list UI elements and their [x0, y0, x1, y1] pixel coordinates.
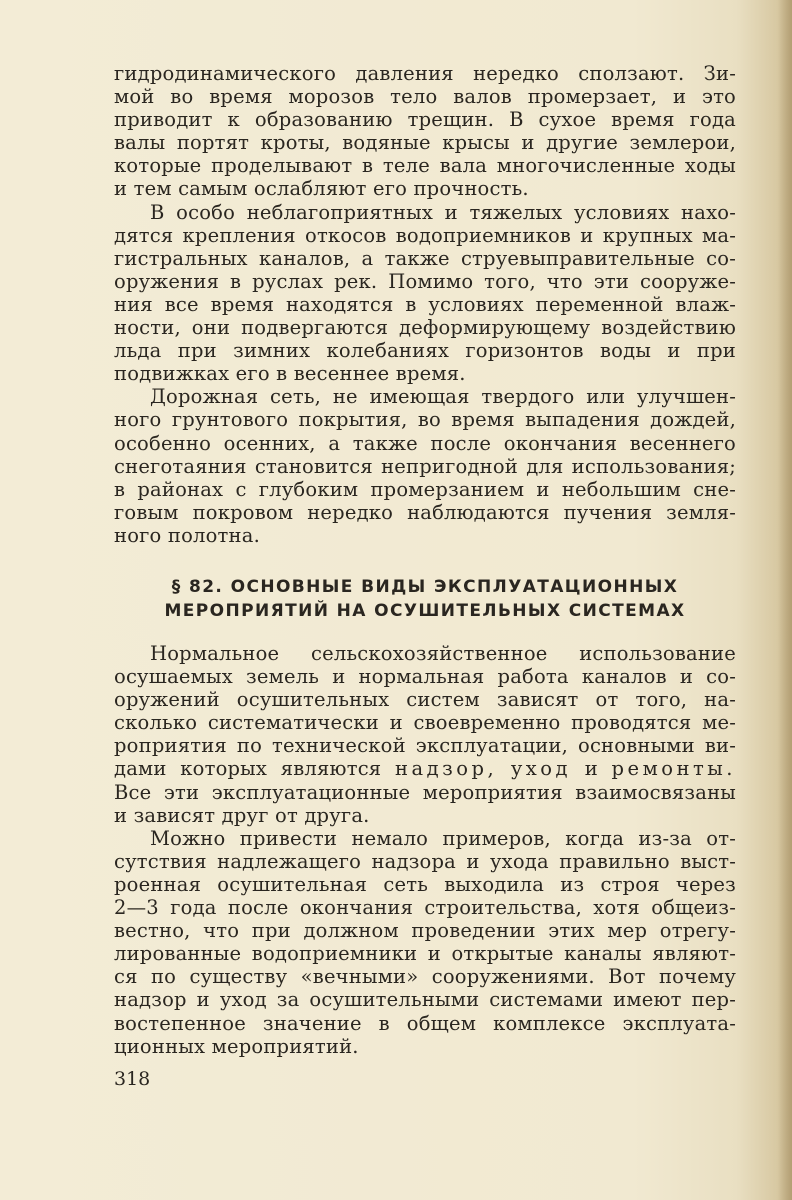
paragraph-4: [114, 642, 736, 827]
text-fragment: и: [584, 757, 598, 781]
emphasis-term: надзор,: [394, 757, 498, 781]
text-line: Нормальное сельскохозяйственное использование: [150, 642, 736, 665]
text-line: подвижках его в весеннее время.: [114, 362, 466, 386]
text-line: ного полотна.: [114, 523, 260, 547]
paragraph-1: [114, 62, 736, 201]
section-heading: [114, 575, 736, 623]
text-line: вестно, что при должном проведении этих мер отрегу-: [114, 919, 736, 943]
text-line: льда при зимних колебаниях горизонтов воды и при: [114, 339, 736, 363]
text-line: надзор и уход за осушительными системами имеют пер-: [114, 988, 736, 1012]
text-line: гистральных каналов, а также струевыправительные со-: [114, 246, 736, 270]
text-line: особенно осенних, а также после окончания весеннего: [114, 431, 736, 455]
section-heading-line-2: МЕРОПРИЯТИЙ НА ОСУШИТЕЛЬНЫХ СИСТЕМАХ: [164, 601, 686, 621]
text-line: востепенное значение в общем комплексе эксплуата-: [114, 1011, 736, 1035]
text-line: в районах с глубоким промерзанием и небольшим сне-: [114, 477, 736, 501]
text-line-emphasis: [114, 757, 736, 780]
text-line: Все эти эксплуатационные мероприятия взаимосвязаны: [114, 780, 736, 804]
text-line: лированные водоприемники и открытые каналы являют-: [114, 942, 736, 966]
section-heading-line-1: § 82. ОСНОВНЫЕ ВИДЫ ЭКСПЛУАТАЦИОННЫХ: [171, 577, 679, 597]
paragraph-3: [114, 385, 736, 547]
text-line: Можно привести немало примеров, когда из-за от-: [150, 826, 736, 850]
text-line: которые проделывают в теле вала многочисленные ходы: [114, 154, 736, 178]
text-line: и тем самым ослабляют его прочность.: [114, 177, 529, 201]
text-line: Дорожная сеть, не имеющая твердого или улучшен-: [150, 385, 736, 409]
text-line: роприятия по технической эксплуатации, основными ви-: [114, 734, 736, 758]
text-line: ния все время находятся в условиях переменной влаж-: [114, 292, 736, 316]
text-line: приводит к образованию трещин. В сухое время года: [114, 108, 736, 132]
text-line: осушаемых земель и нормальная работа каналов и со-: [114, 665, 736, 689]
paragraph-5: [114, 827, 736, 1058]
text-line: 2—3 года после окончания строительства, хотя общеиз-: [114, 896, 736, 920]
text-line: говым покровом нередко наблюдаются пучения земля-: [114, 500, 736, 524]
text-line: ного грунтового покрытия, во время выпадения дождей,: [114, 408, 736, 432]
text-fragment: дами которых являются: [114, 757, 395, 781]
emphasis-term: ремонты.: [611, 757, 736, 781]
text-line: валы портят кроты, водяные крысы и другие землерои,: [114, 131, 736, 155]
text-line: мой во время морозов тело валов промерзает, и это: [114, 85, 736, 109]
text-line: сколько систематически и своевременно проводятся ме-: [114, 711, 736, 735]
text-line: ся по существу «вечными» сооружениями. Вот почему: [114, 965, 736, 989]
emphasis-term: уход: [510, 757, 572, 781]
page-number: 318: [114, 1068, 151, 1090]
text-line: оружения в руслах рек. Помимо того, что эти сооруже-: [114, 269, 736, 293]
text-line: гидродинамического давления нередко сползают. Зи-: [114, 62, 736, 85]
text-line: В особо неблагоприятных и тяжелых условиях нахо-: [150, 200, 736, 224]
text-line: оружений осушительных систем зависят от того, на-: [114, 688, 736, 712]
page-edge-shadow: [778, 0, 792, 1200]
text-line: ционных мероприятий.: [114, 1034, 359, 1058]
text-line: сутствия надлежащего надзора и ухода правильно выст-: [114, 849, 736, 873]
paragraph-2: [114, 201, 736, 386]
text-line: дятся крепления откосов водоприемников и крупных ма-: [114, 223, 736, 247]
text-line: ности, они подвергаются деформирующему воздействию: [114, 316, 736, 340]
text-line: и зависят друг от друга.: [114, 803, 370, 827]
text-line: снеготаяния становится непригодной для использования;: [114, 454, 736, 478]
text-line: роенная осушительная сеть выходила из строя через: [114, 872, 736, 896]
